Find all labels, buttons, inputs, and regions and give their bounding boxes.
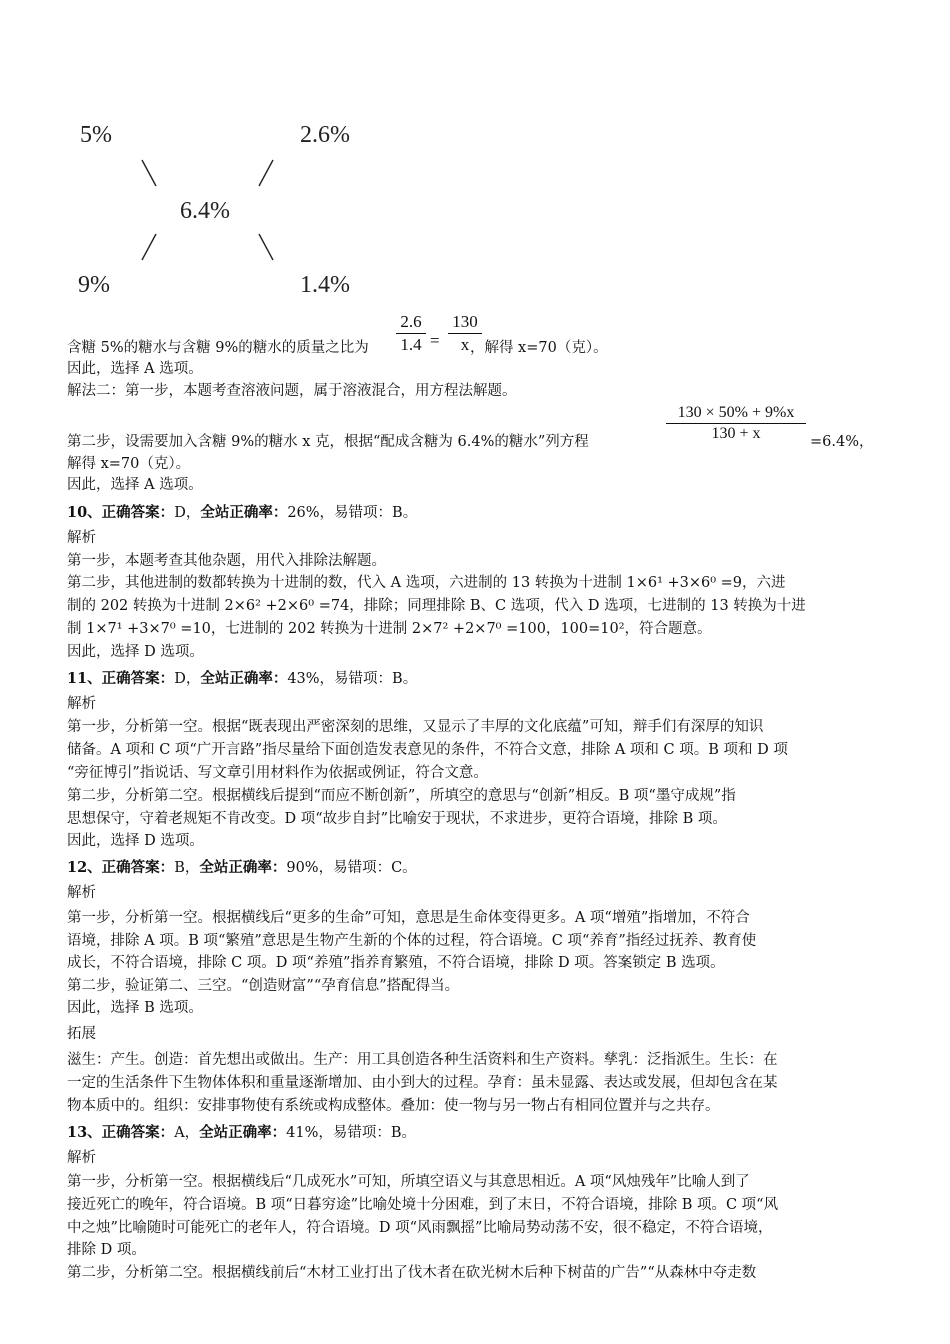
q12-p3: 因此，选择 B 选项。 (67, 1000, 203, 1016)
equation-result: =6.4%， (810, 434, 874, 450)
q12-e1: 滋生：产生。创造：首先想出或做出。生产：用工具创造各种生活资料和生产资料。孳乳：泛指派生。生长：在 (67, 1052, 778, 1068)
method2-step1: 解法二：第一步，本题考查溶液问题，属于溶液混合，用方程法解题。 (67, 383, 517, 399)
bottom-right-value: 1.4% (300, 272, 350, 298)
fraction-a-denominator: 1.4 (400, 335, 422, 354)
ratio-result: ，解得 x=70（克）。 (469, 340, 608, 356)
fraction-equals: = (430, 331, 440, 350)
conclusion-2: 因此，选择 A 选项。 (67, 477, 203, 493)
q10-header: 10、正确答案：D，全站正确率：26%，易错项：B。 (67, 504, 418, 521)
q12-label: 解析 (67, 885, 96, 901)
top-left-value: 5% (80, 122, 112, 148)
line-top-right (259, 160, 273, 186)
q11-label: 解析 (67, 696, 96, 712)
q12-p2: 第二步，验证第二、三空。“创造财富”“孕育信息”搭配得当。 (67, 978, 460, 994)
center-value: 6.4% (180, 198, 230, 224)
q12-p1c: 成长，不符合语境，排除 C 项。D 项“养殖”指养育繁殖，不符合语境，排除 D 项。答案锁定 B 选项。 (67, 955, 725, 971)
line-bottom-left (142, 234, 156, 260)
q13-p2: 第二步，分析第二空。根据横线前后“木材工业打出了伐木者在砍光树木后种下树苗的广告”“从森林中夺走数 (67, 1265, 757, 1281)
q10-label: 解析 (67, 530, 96, 546)
ratio-line (67, 338, 608, 359)
fraction-b-numerator: 130 (452, 312, 478, 331)
q12-ext-label: 拓展 (67, 1026, 96, 1042)
conclusion-1: 因此，选择 A 选项。 (67, 361, 203, 377)
q11-p1c: “旁征博引”指说话、写文章引用材料作为依据或例证，符合文意。 (67, 765, 488, 781)
q13-p1a: 第一步，分析第一空。根据横线后“几成死水”可知，所填空语义与其意思相近。A 项“风烛残年”比喻人到了 (67, 1174, 750, 1190)
q12-e2: 一定的生活条件下生物体体积和重量逐渐增加、由小到大的过程。孕育：虽未显露、表达或发展，但却包含在某 (67, 1075, 778, 1091)
q13-p1c: 中之烛”比喻随时可能死亡的老年人，符合语境。D 项“风雨飘摇”比喻局势动荡不安，很不稳定，不符合语境， (67, 1220, 773, 1236)
line-bottom-right (259, 234, 273, 260)
line-top-left (142, 160, 156, 186)
q11-p1b: 储备。A 项和 C 项“广开言路”指尽量给下面创造发表意见的条件，不符合文意，排除 A 项和 C 项。B 项和 D 项 (67, 742, 788, 758)
q10-p2a: 第二步，其他进制的数都转换为十进制的数，代入 A 选项，六进制的 13 转换为十进制 1×6¹ +3×6⁰ =9，六进 (67, 575, 786, 591)
fraction-b-denominator: x (460, 335, 470, 354)
bottom-left-value: 9% (78, 272, 110, 298)
q12-header: 12、正确答案：B，全站正确率：90%，易错项：C。 (67, 859, 417, 876)
q13-p1b: 接近死亡的晚年，符合语境。B 项“日暮穷途”比喻处境十分困难，到了末日，不符合语境，排除 B 项。C 项“风 (67, 1197, 779, 1213)
fraction-a-numerator: 2.6 (400, 312, 422, 331)
method2-step2: 第二步，设需要加入含糖 9%的糖水 x 克，根据“配成含糖为 6.4%的糖水”列方程 (67, 434, 589, 450)
q11-p2b: 思想保守，守着老规矩不肯改变。D 项“故步自封”比喻安于现状，不求进步，更符合语境，排除 B 项。 (67, 811, 727, 827)
q11-p2a: 第二步，分析第二空。根据横线后提到“而应不断创新”，所填空的意思与“创新”相反。B 项“墨守成规”指 (67, 788, 736, 804)
q13-p1d: 排除 D 项。 (67, 1242, 146, 1258)
q11-p1a: 第一步，分析第一空。根据“既表现出严密深刻的思维，又显示了丰厚的文化底蕴”可知，辩手们有深厚的知识 (67, 719, 764, 735)
cross-method-diagram (60, 110, 380, 310)
solve-result: 解得 x=70（克）。 (67, 456, 191, 472)
q11-header: 11、正确答案：D，全站正确率：43%，易错项：B。 (67, 670, 418, 687)
ratio-text: 含糖 5%的糖水与含糖 9%的糖水的质量之比为 (67, 340, 369, 356)
q10-p2b: 制的 202 转换为十进制 2×6² +2×6⁰ =74，排除；同理排除 B、C 选项，代入 D 选项，七进制的 13 转换为十进 (67, 598, 806, 614)
q10-p2c: 制 1×7¹ +3×7⁰ =10，七进制的 202 转换为十进制 2×7² +2×7⁰ =100，100=10²，符合题意。 (67, 621, 712, 637)
q12-p1a: 第一步，分析第一空。根据横线后“更多的生命”可知，意思是生命体变得更多。A 项“增殖”指增加，不符合 (67, 910, 750, 926)
equation-numerator: 130 × 50% + 9%x (677, 404, 795, 421)
q10-p1: 第一步，本题考查其他杂题，用代入排除法解题。 (67, 553, 386, 569)
equation-fraction (666, 404, 806, 443)
q13-header: 13、正确答案：A，全站正确率：41%，易错项：B。 (67, 1124, 417, 1141)
q12-e3: 物本质中的。组织：安排事物使有系统或构成整体。叠加：使一物与另一物占有相同位置并与之共存。 (67, 1098, 720, 1114)
q13-label: 解析 (67, 1150, 96, 1166)
top-right-value: 2.6% (300, 122, 350, 148)
equation-denominator: 130 + x (711, 425, 761, 442)
q11-p3: 因此，选择 D 选项。 (67, 833, 204, 849)
q10-p3: 因此，选择 D 选项。 (67, 644, 204, 660)
q12-p1b: 语境，排除 A 项。B 项“繁殖”意思是生物产生新的个体的过程，符合语境。C 项“养育”指经过抚养、教育使 (67, 933, 757, 949)
